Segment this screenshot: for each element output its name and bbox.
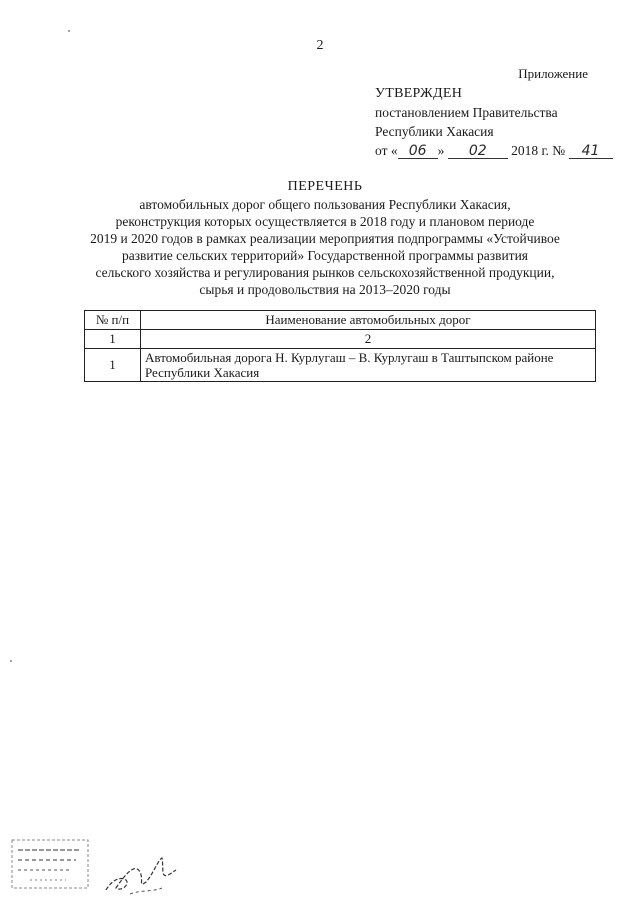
index-name: 2 [141, 330, 596, 349]
table-header-row [85, 311, 596, 330]
document-heading [60, 178, 590, 298]
year-text: 2018 г. № [511, 143, 566, 158]
signature-icon [100, 850, 180, 903]
row-name: Автомобильная дорога Н. Курлугаш – В. Курлугаш в Таштыпском районе Республики Хакасия [141, 349, 596, 382]
speck [10, 660, 12, 662]
table-row [85, 349, 596, 382]
heading-line: автомобильных дорог общего пользования Республики Хакасия, [139, 197, 511, 212]
handwritten-month: 02 [448, 144, 508, 159]
heading-line: развитие сельских территорий» Государственной программы развития [121, 248, 529, 263]
heading-line: реконструкция которых осуществляется в 2018 году и плановом периоде [115, 214, 535, 229]
approval-date-line [375, 141, 613, 160]
speck [68, 30, 70, 32]
appendix-label: Приложение [518, 66, 588, 81]
date-prefix: от « [375, 143, 398, 158]
approval-line-2: Республики Хакасия [375, 124, 494, 139]
approval-line-1: постановлением Правительства [375, 105, 558, 120]
heading-line: 2019 и 2020 годов в рамках реализации мероприятия подпрограммы «Устойчивое [90, 231, 560, 246]
page-number: 2 [316, 38, 324, 53]
approval-title: УТВЕРЖДЕН [375, 86, 463, 101]
handwritten-number: 41 [569, 144, 613, 159]
index-num: 1 [85, 330, 141, 349]
table-index-row [85, 330, 596, 349]
date-day-close: » [437, 143, 445, 158]
heading-title: ПЕРЕЧЕНЬ [287, 179, 363, 194]
heading-line: сельского хозяйства и регулирования рынков сельскохозяйственной продукции, [95, 265, 555, 280]
header-num: № п/п [85, 311, 141, 330]
roads-table [84, 310, 596, 382]
approval-block [375, 84, 613, 160]
header-name: Наименование автомобильных дорог [141, 311, 596, 330]
heading-line: сырья и продовольствия на 2013–2020 годы [199, 282, 451, 297]
stamp-icon [10, 838, 90, 890]
row-num: 1 [85, 349, 141, 382]
handwritten-day: 06 [398, 144, 438, 159]
